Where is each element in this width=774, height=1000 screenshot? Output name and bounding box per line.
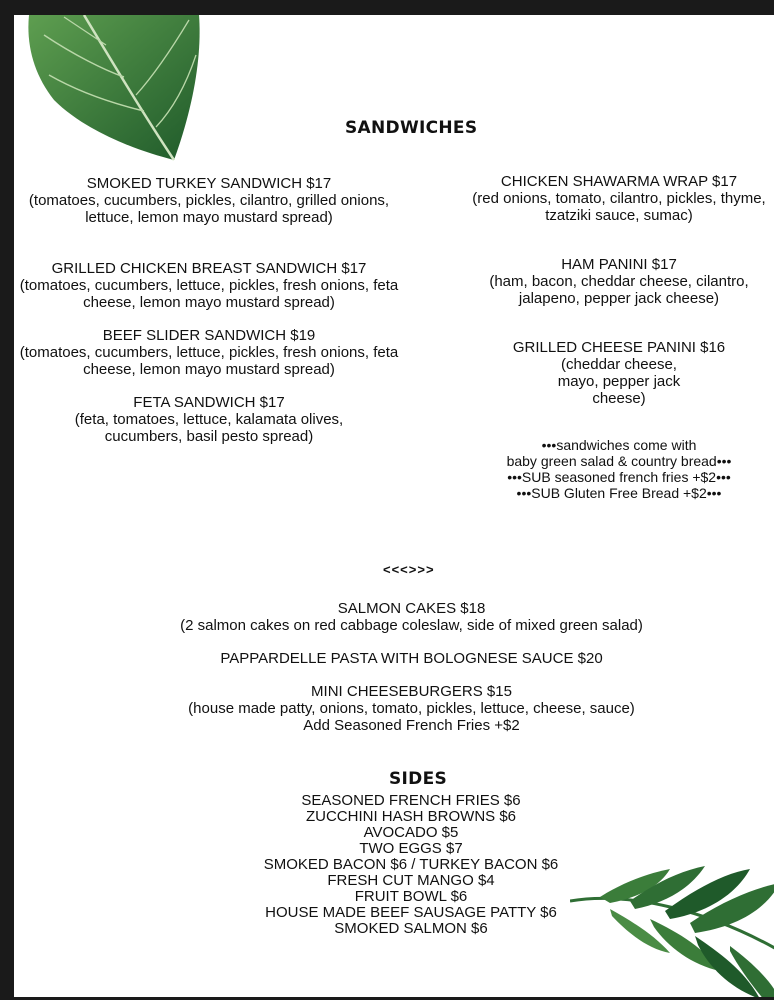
menu-page [14,15,774,997]
menu-item [469,173,769,224]
item-title: SMOKED TURKEY SANDWICH $17 [86,175,332,192]
item-title: HAM PANINI $17 [561,256,677,273]
item-description: (tomatoes, cucumbers, lettuce, pickles, fresh onions, feta cheese, lemon mayo mustard spread) [19,277,399,311]
item-addon: Add Seasoned French Fries +$2 [303,717,520,734]
sides-heading: SIDES [389,769,448,789]
item-description: (2 salmon cakes on red cabbage coleslaw, side of mixed green salad) [180,617,643,634]
menu-item [19,260,399,311]
side-item: AVOCADO $5 [363,824,459,841]
other-items [164,600,659,734]
monstera-leaf-decoration [24,15,204,165]
sandwiches-heading: SANDWICHES [345,118,478,138]
side-item: FRESH CUT MANGO $4 [327,872,495,889]
item-title: GRILLED CHICKEN BREAST SANDWICH $17 [51,260,367,277]
item-description: (red onions, tomato, cilantro, pickles, thyme, tzatziki sauce, sumac) [472,190,766,224]
menu-item [19,327,399,378]
item-description: (feta, tomatoes, lettuce, kalamata olives, cucumbers, basil pesto spread) [74,411,344,445]
right-sandwich-column [469,173,769,501]
note-line: •••SUB Gluten Free Bread +$2••• [516,485,722,501]
section-divider: <<<>>> [383,562,435,577]
left-sandwich-column [19,175,399,445]
side-item: TWO EGGS $7 [359,840,463,857]
item-title: MINI CHEESEBURGERS $15 [311,683,512,700]
side-item: HOUSE MADE BEEF SAUSAGE PATTY $6 [265,904,557,921]
item-title: BEEF SLIDER SANDWICH $19 [102,327,316,344]
item-description: (tomatoes, cucumbers, pickles, cilantro, grilled onions, lettuce, lemon mayo mustard spread) [28,192,390,226]
side-item: SEASONED FRENCH FRIES $6 [301,792,521,809]
sides-list [211,793,611,937]
menu-item [469,339,769,407]
item-title: SALMON CAKES $18 [337,600,486,617]
item-title: PAPPARDELLE PASTA WITH BOLOGNESE SAUCE $20 [220,650,603,667]
menu-item [469,256,769,307]
item-title: FETA SANDWICH $17 [133,394,285,411]
note-line: •••sandwiches come with [541,437,697,453]
sandwich-notes [469,437,769,501]
side-item: SMOKED SALMON $6 [334,920,488,937]
menu-item [144,683,679,734]
item-description: (cheddar cheese, mayo, pepper jack cheese) [557,356,681,407]
note-line: •••SUB seasoned french fries +$2••• [507,469,731,485]
menu-item [164,650,659,667]
item-description: (tomatoes, cucumbers, lettuce, pickles, fresh onions, feta cheese, lemon mayo mustard spread) [19,344,399,378]
side-item: FRUIT BOWL $6 [354,888,468,905]
item-title: GRILLED CHEESE PANINI $16 [512,339,726,356]
menu-item [19,394,399,445]
note-line: baby green salad & country bread••• [506,453,732,469]
item-description: (house made patty, onions, tomato, pickles, lettuce, cheese, sauce) [188,700,635,717]
side-item: ZUCCHINI HASH BROWNS $6 [305,808,517,825]
item-title: CHICKEN SHAWARMA WRAP $17 [500,173,738,190]
item-description: (ham, bacon, cheddar cheese, cilantro, jalapeno, pepper jack cheese) [489,273,749,307]
side-item: SMOKED BACON $6 / TURKEY BACON $6 [263,856,559,873]
menu-item [164,600,659,634]
menu-item [19,175,399,226]
